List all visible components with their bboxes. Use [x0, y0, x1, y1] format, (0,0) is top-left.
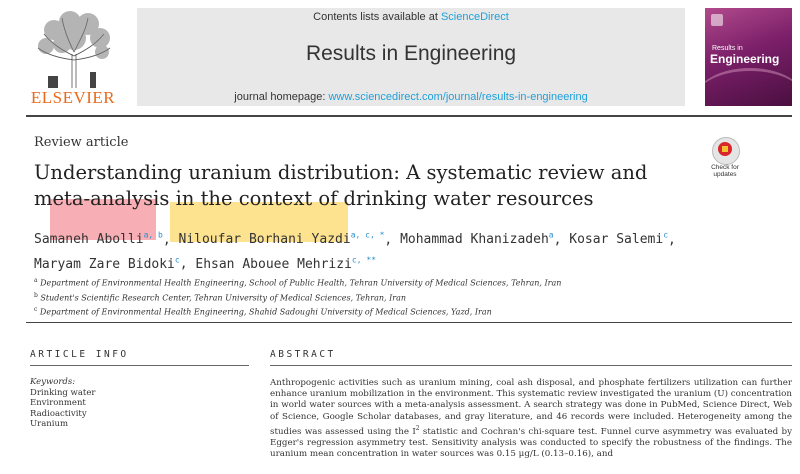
crossmark-label	[703, 164, 747, 178]
elsevier-tree-logo	[34, 10, 114, 88]
keyword: Uranium	[30, 419, 69, 429]
author-name: Maryam Zare Bidoki	[34, 256, 175, 272]
title-line2: meta-analysis in the context of drinking water resources	[34, 187, 594, 210]
author-affil-sup[interactable]: c	[174, 255, 180, 265]
author-affil-sup[interactable]: a, b	[143, 231, 163, 240]
article-info-rule	[30, 365, 249, 366]
author-sep: ,	[384, 232, 401, 248]
article-info-heading: ARTICLE INFO	[30, 349, 129, 360]
abstract-rule	[270, 365, 792, 366]
homepage-prefix: journal homepage:	[234, 91, 329, 103]
affiliation-sup: b	[34, 291, 38, 299]
abstract-part2: statistic and Cochran's chi-square test. Funnel curve asymmetry was evaluated by Egger's regression asymmetry test. Sensitivity analysis was conducted to specify the robustness of the findings. The uranium mean concentration in water sources was 0.15 μg/L (0.13–0.16), and	[270, 426, 792, 460]
sciencedirect-link[interactable]: ScienceDirect	[440, 11, 509, 23]
author-name: Mohammad Khanizadeh	[400, 232, 549, 248]
keyword: Environment	[30, 398, 86, 408]
author-sep: ,	[179, 256, 196, 272]
cover-swirl-decoration	[705, 68, 792, 106]
abstract-part1: Anthropogenic activities such as uranium mining, coal ash disposal, and phosphate fertilizers utilization can further enhance uranium mobilization in the environment. This systematic review investigated the uranium (U) concentration in world water sources with a meta-analysis assessment. A search strategy was done in PubMed, Science Direct, Web of Science, Google Scholar databases, and gray literature, and 46 records were included. Heterogeneity among the studies was assessed using the I	[270, 378, 792, 437]
author-name: Samaneh Abolli	[34, 232, 144, 248]
affiliation-text: Student's Scientific Research Center, Tehran University of Medical Sciences, Tehran, Iran	[40, 293, 406, 303]
author-list	[34, 226, 734, 275]
cover-title: Engineering	[710, 52, 780, 66]
author-affil-sup[interactable]: c	[663, 231, 669, 240]
author-affil-sup[interactable]: a	[548, 231, 554, 240]
contents-line	[137, 11, 685, 23]
affiliation	[34, 304, 734, 319]
author[interactable]	[34, 232, 163, 247]
author-sep: ,	[162, 232, 179, 248]
journal-cover	[705, 8, 792, 106]
affiliations	[34, 275, 734, 319]
header-rule	[26, 115, 792, 117]
keyword: Radioactivity	[30, 408, 87, 419]
article-type: Review article	[34, 135, 129, 150]
cover-elsevier-icon	[711, 14, 723, 26]
elsevier-wordmark: ELSEVIER	[30, 88, 116, 107]
author-name: Kosar Salemi	[569, 232, 664, 248]
crossmark-line2: updates	[713, 171, 737, 178]
abstract-superscript: 2	[415, 424, 420, 432]
affiliation-text: Department of Environmental Health Engineering, Shahid Sadoughi University of Medical Sciences, Yazd, Iran	[39, 307, 492, 317]
author[interactable]	[34, 257, 180, 272]
author[interactable]	[179, 232, 385, 247]
abstract-heading: ABSTRACT	[270, 349, 336, 360]
article-title	[34, 160, 674, 212]
keywords-block	[30, 377, 95, 430]
contents-prefix: Contents lists available at	[313, 11, 441, 23]
author[interactable]	[569, 232, 668, 247]
affiliation-sup: c	[34, 306, 38, 314]
journal-title: Results in Engineering	[305, 42, 517, 65]
author-sep: ,	[553, 232, 570, 248]
author-name: Ehsan Abouee Mehrizi	[195, 256, 352, 272]
crossmark-line1: Check for	[711, 164, 739, 171]
author-affil-sup[interactable]: a, c, *	[350, 231, 385, 240]
affiliation	[34, 275, 734, 290]
affiliation-sup: a	[34, 277, 38, 284]
author-sep: ,	[668, 232, 676, 248]
check-for-updates-badge[interactable]	[703, 137, 747, 181]
cover-subtitle: Results in	[712, 45, 743, 52]
author[interactable]	[400, 232, 554, 247]
journal-homepage-link[interactable]: www.sciencedirect.com/journal/results-in-engineering	[328, 91, 588, 103]
affiliations-rule	[26, 322, 792, 323]
author-name: Niloufar Borhani Yazdi	[178, 232, 351, 248]
homepage-line	[137, 91, 685, 103]
keywords-label: Keywords:	[30, 377, 76, 387]
affiliation	[34, 290, 734, 305]
abstract-text	[270, 378, 792, 460]
author[interactable]	[195, 257, 376, 272]
author-affil-sup[interactable]: c, **	[351, 255, 377, 265]
title-line1: Understanding uranium distribution: A systematic review and	[34, 161, 648, 184]
affiliation-text: Department of Environmental Health Engineering, School of Public Health, Tehran University of Medical Sciences, Tehran, Iran	[40, 278, 562, 288]
crossmark-bookmark-icon	[722, 146, 728, 152]
keyword: Drinking water	[30, 387, 96, 398]
